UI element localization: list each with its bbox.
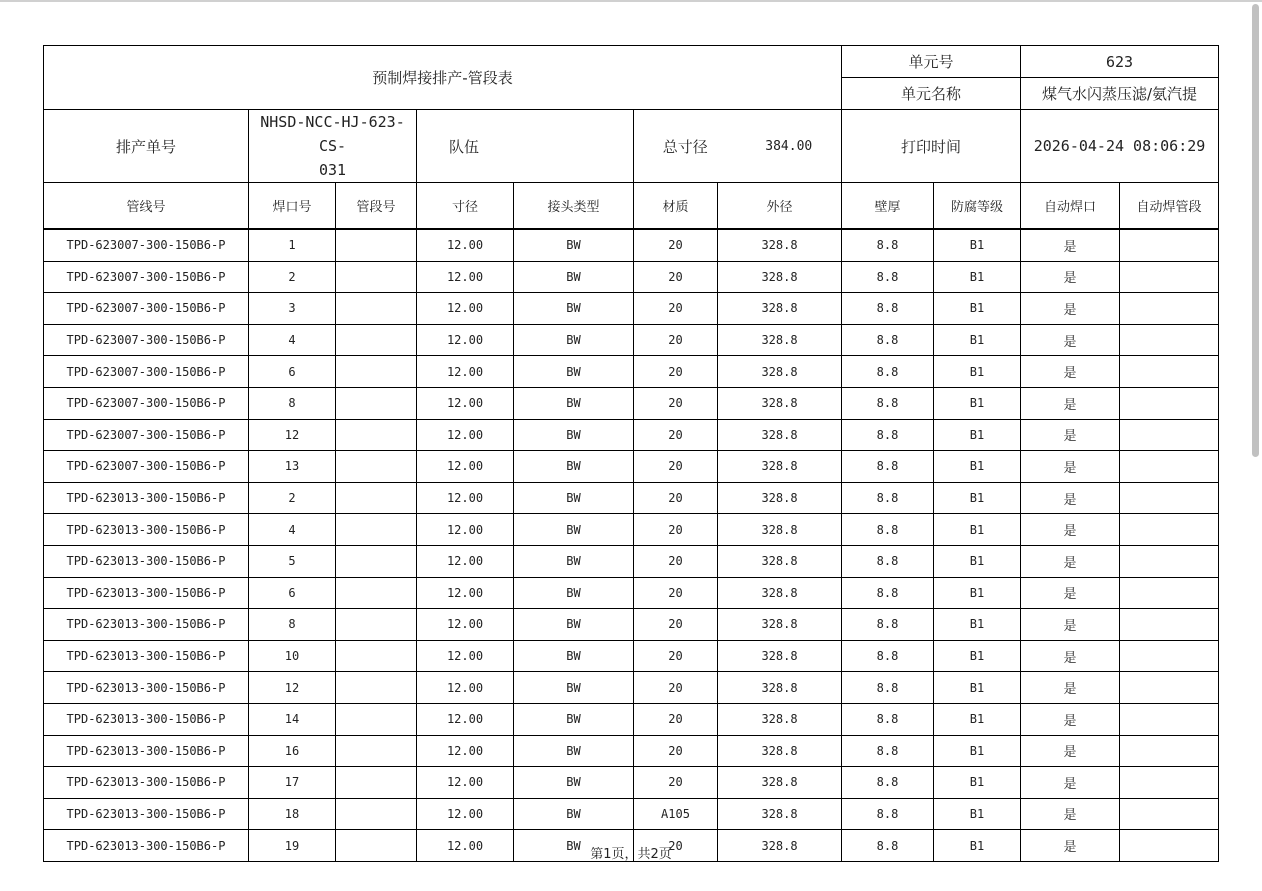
auto-weld-segment-cell: [1120, 261, 1219, 293]
weld-no-cell: 6: [249, 356, 336, 388]
joint-type-cell: BW: [514, 577, 634, 609]
table-row: [44, 798, 1219, 830]
prod-no-line2: 031: [318, 161, 347, 179]
material-cell: 20: [634, 703, 718, 735]
joint-type-cell: BW: [514, 798, 634, 830]
size-cell: 12.00: [417, 609, 514, 641]
material-cell: 20: [634, 482, 718, 514]
table-row: [44, 545, 1219, 577]
size-cell: 12.00: [417, 356, 514, 388]
auto-weld-segment-cell: [1120, 324, 1219, 356]
weld-no-cell: 14: [249, 703, 336, 735]
line-no-cell: TPD-623013-300-150B6-P: [44, 577, 249, 609]
auto-weld-cell: 是: [1021, 324, 1120, 356]
prod-no-label: 排产单号: [44, 110, 249, 183]
outer-diameter-cell: 328.8: [718, 356, 842, 388]
segment-no-cell: [336, 482, 417, 514]
table-row: [44, 640, 1219, 672]
wall-thickness-cell: 8.8: [842, 514, 934, 546]
anticorrosion-cell: B1: [934, 703, 1021, 735]
line-no-cell: TPD-623007-300-150B6-P: [44, 324, 249, 356]
wall-thickness-cell: 8.8: [842, 387, 934, 419]
line-no-cell: TPD-623007-300-150B6-P: [44, 293, 249, 325]
size-cell: 12.00: [417, 482, 514, 514]
anticorrosion-cell: B1: [934, 735, 1021, 767]
unit-name-value: 煤气水闪蒸压滤/氨汽提: [1021, 78, 1219, 110]
segment-no-cell: [336, 735, 417, 767]
table-row: [44, 230, 1219, 262]
anticorrosion-cell: B1: [934, 545, 1021, 577]
auto-weld-segment-cell: [1120, 482, 1219, 514]
data-table: [43, 229, 1219, 862]
line-no-cell: TPD-623013-300-150B6-P: [44, 703, 249, 735]
line-no-cell: TPD-623013-300-150B6-P: [44, 830, 249, 862]
outer-diameter-cell: 328.8: [718, 482, 842, 514]
line-no-cell: TPD-623007-300-150B6-P: [44, 230, 249, 262]
weld-no-cell: 17: [249, 767, 336, 799]
outer-diameter-cell: 328.8: [718, 451, 842, 483]
line-no-cell: TPD-623013-300-150B6-P: [44, 767, 249, 799]
size-cell: 12.00: [417, 703, 514, 735]
outer-diameter-cell: 328.8: [718, 387, 842, 419]
auto-weld-cell: 是: [1021, 387, 1120, 419]
column-header: 寸径: [417, 183, 514, 229]
size-cell: 12.00: [417, 767, 514, 799]
anticorrosion-cell: B1: [934, 514, 1021, 546]
material-cell: A105: [634, 798, 718, 830]
auto-weld-cell: 是: [1021, 609, 1120, 641]
joint-type-cell: BW: [514, 545, 634, 577]
joint-type-cell: BW: [514, 324, 634, 356]
unit-no-label: 单元号: [842, 46, 1021, 78]
wall-thickness-cell: 8.8: [842, 767, 934, 799]
wall-thickness-cell: 8.8: [842, 482, 934, 514]
anticorrosion-cell: B1: [934, 261, 1021, 293]
column-header-row: [44, 183, 1219, 229]
material-cell: 20: [634, 577, 718, 609]
table-row: [44, 261, 1219, 293]
joint-type-cell: BW: [514, 703, 634, 735]
table-row: [44, 767, 1219, 799]
auto-weld-segment-cell: [1120, 356, 1219, 388]
material-cell: 20: [634, 767, 718, 799]
size-cell: 12.00: [417, 419, 514, 451]
segment-no-cell: [336, 672, 417, 704]
auto-weld-cell: 是: [1021, 451, 1120, 483]
auto-weld-cell: 是: [1021, 640, 1120, 672]
segment-no-cell: [336, 577, 417, 609]
table-row: [44, 419, 1219, 451]
anticorrosion-cell: B1: [934, 672, 1021, 704]
segment-no-cell: [336, 514, 417, 546]
auto-weld-cell: 是: [1021, 356, 1120, 388]
auto-weld-segment-cell: [1120, 293, 1219, 325]
joint-type-cell: BW: [514, 735, 634, 767]
joint-type-cell: BW: [514, 767, 634, 799]
segment-no-cell: [336, 324, 417, 356]
table-row: [44, 609, 1219, 641]
anticorrosion-cell: B1: [934, 230, 1021, 262]
auto-weld-segment-cell: [1120, 703, 1219, 735]
wall-thickness-cell: 8.8: [842, 609, 934, 641]
anticorrosion-cell: B1: [934, 640, 1021, 672]
material-cell: 20: [634, 640, 718, 672]
segment-no-cell: [336, 387, 417, 419]
table-row: [44, 514, 1219, 546]
wall-thickness-cell: 8.8: [842, 672, 934, 704]
anticorrosion-cell: B1: [934, 767, 1021, 799]
outer-diameter-cell: 328.8: [718, 293, 842, 325]
line-no-cell: TPD-623007-300-150B6-P: [44, 419, 249, 451]
weld-no-cell: 10: [249, 640, 336, 672]
joint-type-cell: BW: [514, 482, 634, 514]
outer-diameter-cell: 328.8: [718, 703, 842, 735]
anticorrosion-cell: B1: [934, 356, 1021, 388]
size-cell: 12.00: [417, 451, 514, 483]
weld-no-cell: 8: [249, 387, 336, 419]
table-row: [44, 293, 1219, 325]
anticorrosion-cell: B1: [934, 387, 1021, 419]
table-row: [44, 672, 1219, 704]
size-cell: 12.00: [417, 293, 514, 325]
size-cell: 12.00: [417, 514, 514, 546]
table-row: [44, 356, 1219, 388]
joint-type-cell: BW: [514, 609, 634, 641]
team-label: 队伍: [417, 110, 634, 183]
table-row: [44, 324, 1219, 356]
segment-no-cell: [336, 419, 417, 451]
weld-no-cell: 1: [249, 230, 336, 262]
auto-weld-segment-cell: [1120, 577, 1219, 609]
column-header: 自动焊口: [1021, 183, 1120, 229]
outer-diameter-cell: 328.8: [718, 261, 842, 293]
column-header: 接头类型: [514, 183, 634, 229]
table-row: [44, 703, 1219, 735]
wall-thickness-cell: 8.8: [842, 703, 934, 735]
auto-weld-cell: 是: [1021, 735, 1120, 767]
report-header-table: [43, 45, 1219, 229]
outer-diameter-cell: 328.8: [718, 830, 842, 862]
auto-weld-segment-cell: [1120, 419, 1219, 451]
auto-weld-cell: 是: [1021, 672, 1120, 704]
outer-diameter-cell: 328.8: [718, 545, 842, 577]
material-cell: 20: [634, 293, 718, 325]
joint-type-cell: BW: [514, 830, 634, 862]
page-indicator: 第1页，共2页: [590, 847, 672, 862]
joint-type-cell: BW: [514, 640, 634, 672]
print-time-value: 2026-04-24 08:06:29: [1021, 110, 1219, 183]
auto-weld-segment-cell: [1120, 798, 1219, 830]
material-cell: 20: [634, 672, 718, 704]
anticorrosion-cell: B1: [934, 293, 1021, 325]
wall-thickness-cell: 8.8: [842, 293, 934, 325]
line-no-cell: TPD-623007-300-150B6-P: [44, 387, 249, 419]
segment-no-cell: [336, 293, 417, 325]
joint-type-cell: BW: [514, 451, 634, 483]
anticorrosion-cell: B1: [934, 482, 1021, 514]
auto-weld-cell: 是: [1021, 293, 1120, 325]
line-no-cell: TPD-623007-300-150B6-P: [44, 451, 249, 483]
material-cell: 20: [634, 387, 718, 419]
joint-type-cell: BW: [514, 672, 634, 704]
wall-thickness-cell: 8.8: [842, 640, 934, 672]
material-cell: 20: [634, 545, 718, 577]
line-no-cell: TPD-623013-300-150B6-P: [44, 482, 249, 514]
auto-weld-cell: 是: [1021, 230, 1120, 262]
wall-thickness-cell: 8.8: [842, 230, 934, 262]
segment-no-cell: [336, 609, 417, 641]
column-header: 外径: [718, 183, 842, 229]
joint-type-cell: BW: [514, 419, 634, 451]
auto-weld-cell: 是: [1021, 798, 1120, 830]
total-size-label: 总寸径: [662, 137, 708, 156]
column-header: 自动焊管段: [1120, 183, 1219, 229]
wall-thickness-cell: 8.8: [842, 356, 934, 388]
table-row: [44, 451, 1219, 483]
unit-no-value: 623: [1021, 46, 1219, 78]
column-header: 壁厚: [842, 183, 934, 229]
material-cell: 20: [634, 419, 718, 451]
wall-thickness-cell: 8.8: [842, 577, 934, 609]
line-no-cell: TPD-623007-300-150B6-P: [44, 356, 249, 388]
auto-weld-cell: 是: [1021, 767, 1120, 799]
total-size-cell: [634, 110, 842, 183]
column-header: 管线号: [44, 183, 249, 229]
segment-no-cell: [336, 703, 417, 735]
top-border-line: [0, 0, 1262, 2]
line-no-cell: TPD-623013-300-150B6-P: [44, 798, 249, 830]
line-no-cell: TPD-623013-300-150B6-P: [44, 640, 249, 672]
auto-weld-cell: 是: [1021, 514, 1120, 546]
wall-thickness-cell: 8.8: [842, 830, 934, 862]
material-cell: 20: [634, 451, 718, 483]
line-no-cell: TPD-623013-300-150B6-P: [44, 735, 249, 767]
anticorrosion-cell: B1: [934, 830, 1021, 862]
outer-diameter-cell: 328.8: [718, 735, 842, 767]
weld-no-cell: 12: [249, 672, 336, 704]
wall-thickness-cell: 8.8: [842, 419, 934, 451]
material-cell: 20: [634, 830, 718, 862]
line-no-cell: TPD-623013-300-150B6-P: [44, 609, 249, 641]
size-cell: 12.00: [417, 261, 514, 293]
size-cell: 12.00: [417, 387, 514, 419]
weld-no-cell: 2: [249, 482, 336, 514]
anticorrosion-cell: B1: [934, 609, 1021, 641]
line-no-cell: TPD-623013-300-150B6-P: [44, 672, 249, 704]
material-cell: 20: [634, 514, 718, 546]
anticorrosion-cell: B1: [934, 419, 1021, 451]
anticorrosion-cell: B1: [934, 798, 1021, 830]
column-header: 防腐等级: [934, 183, 1021, 229]
weld-no-cell: 8: [249, 609, 336, 641]
anticorrosion-cell: B1: [934, 324, 1021, 356]
table-row: [44, 577, 1219, 609]
prod-no-value: [249, 110, 417, 183]
report-sheet: [43, 45, 1218, 862]
size-cell: 12.00: [417, 735, 514, 767]
outer-diameter-cell: 328.8: [718, 640, 842, 672]
segment-no-cell: [336, 230, 417, 262]
wall-thickness-cell: 8.8: [842, 261, 934, 293]
segment-no-cell: [336, 261, 417, 293]
auto-weld-segment-cell: [1120, 514, 1219, 546]
report-title: 预制焊接排产-管段表: [44, 46, 842, 110]
size-cell: 12.00: [417, 798, 514, 830]
weld-no-cell: 13: [249, 451, 336, 483]
data-rows: [44, 230, 1219, 862]
segment-no-cell: [336, 356, 417, 388]
size-cell: 12.00: [417, 324, 514, 356]
outer-diameter-cell: 328.8: [718, 672, 842, 704]
weld-no-cell: 16: [249, 735, 336, 767]
auto-weld-cell: 是: [1021, 419, 1120, 451]
material-cell: 20: [634, 230, 718, 262]
joint-type-cell: BW: [514, 261, 634, 293]
wall-thickness-cell: 8.8: [842, 798, 934, 830]
weld-no-cell: 5: [249, 545, 336, 577]
joint-type-cell: BW: [514, 230, 634, 262]
line-no-cell: TPD-623013-300-150B6-P: [44, 514, 249, 546]
auto-weld-cell: 是: [1021, 830, 1120, 862]
segment-no-cell: [336, 545, 417, 577]
auto-weld-cell: 是: [1021, 482, 1120, 514]
weld-no-cell: 4: [249, 324, 336, 356]
total-size-value: 384.00: [765, 138, 813, 154]
anticorrosion-cell: B1: [934, 577, 1021, 609]
vertical-scrollbar[interactable]: [1252, 4, 1259, 457]
size-cell: 12.00: [417, 830, 514, 862]
auto-weld-segment-cell: [1120, 735, 1219, 767]
size-cell: 12.00: [417, 577, 514, 609]
segment-no-cell: [336, 451, 417, 483]
size-cell: 12.00: [417, 672, 514, 704]
auto-weld-cell: 是: [1021, 545, 1120, 577]
wall-thickness-cell: 8.8: [842, 545, 934, 577]
table-row: [44, 482, 1219, 514]
wall-thickness-cell: 8.8: [842, 324, 934, 356]
joint-type-cell: BW: [514, 356, 634, 388]
unit-name-label: 单元名称: [842, 78, 1021, 110]
size-cell: 12.00: [417, 230, 514, 262]
segment-no-cell: [336, 640, 417, 672]
column-header: 管段号: [336, 183, 417, 229]
size-cell: 12.00: [417, 640, 514, 672]
column-header: 焊口号: [249, 183, 336, 229]
weld-no-cell: 6: [249, 577, 336, 609]
weld-no-cell: 12: [249, 419, 336, 451]
weld-no-cell: 4: [249, 514, 336, 546]
prod-no-line1: NHSD-NCC-HJ-623-CS-: [260, 113, 405, 155]
auto-weld-segment-cell: [1120, 451, 1219, 483]
print-time-label: 打印时间: [842, 110, 1021, 183]
auto-weld-cell: 是: [1021, 703, 1120, 735]
segment-no-cell: [336, 798, 417, 830]
auto-weld-segment-cell: [1120, 640, 1219, 672]
outer-diameter-cell: 328.8: [718, 419, 842, 451]
auto-weld-segment-cell: [1120, 545, 1219, 577]
material-cell: 20: [634, 324, 718, 356]
outer-diameter-cell: 328.8: [718, 514, 842, 546]
weld-no-cell: 19: [249, 830, 336, 862]
size-cell: 12.00: [417, 545, 514, 577]
outer-diameter-cell: 328.8: [718, 230, 842, 262]
outer-diameter-cell: 328.8: [718, 609, 842, 641]
table-row: [44, 387, 1219, 419]
material-cell: 20: [634, 609, 718, 641]
outer-diameter-cell: 328.8: [718, 324, 842, 356]
wall-thickness-cell: 8.8: [842, 451, 934, 483]
wall-thickness-cell: 8.8: [842, 735, 934, 767]
auto-weld-segment-cell: [1120, 609, 1219, 641]
line-no-cell: TPD-623007-300-150B6-P: [44, 261, 249, 293]
material-cell: 20: [634, 735, 718, 767]
column-header: 材质: [634, 183, 718, 229]
weld-no-cell: 18: [249, 798, 336, 830]
joint-type-cell: BW: [514, 293, 634, 325]
auto-weld-segment-cell: [1120, 230, 1219, 262]
outer-diameter-cell: 328.8: [718, 577, 842, 609]
joint-type-cell: BW: [514, 514, 634, 546]
weld-no-cell: 2: [249, 261, 336, 293]
segment-no-cell: [336, 767, 417, 799]
auto-weld-segment-cell: [1120, 672, 1219, 704]
auto-weld-cell: 是: [1021, 261, 1120, 293]
line-no-cell: TPD-623013-300-150B6-P: [44, 545, 249, 577]
anticorrosion-cell: B1: [934, 451, 1021, 483]
auto-weld-cell: 是: [1021, 577, 1120, 609]
auto-weld-segment-cell: [1120, 387, 1219, 419]
outer-diameter-cell: 328.8: [718, 767, 842, 799]
material-cell: 20: [634, 356, 718, 388]
outer-diameter-cell: 328.8: [718, 798, 842, 830]
joint-type-cell: BW: [514, 387, 634, 419]
material-cell: 20: [634, 261, 718, 293]
table-row: [44, 735, 1219, 767]
auto-weld-segment-cell: [1120, 767, 1219, 799]
weld-no-cell: 3: [249, 293, 336, 325]
